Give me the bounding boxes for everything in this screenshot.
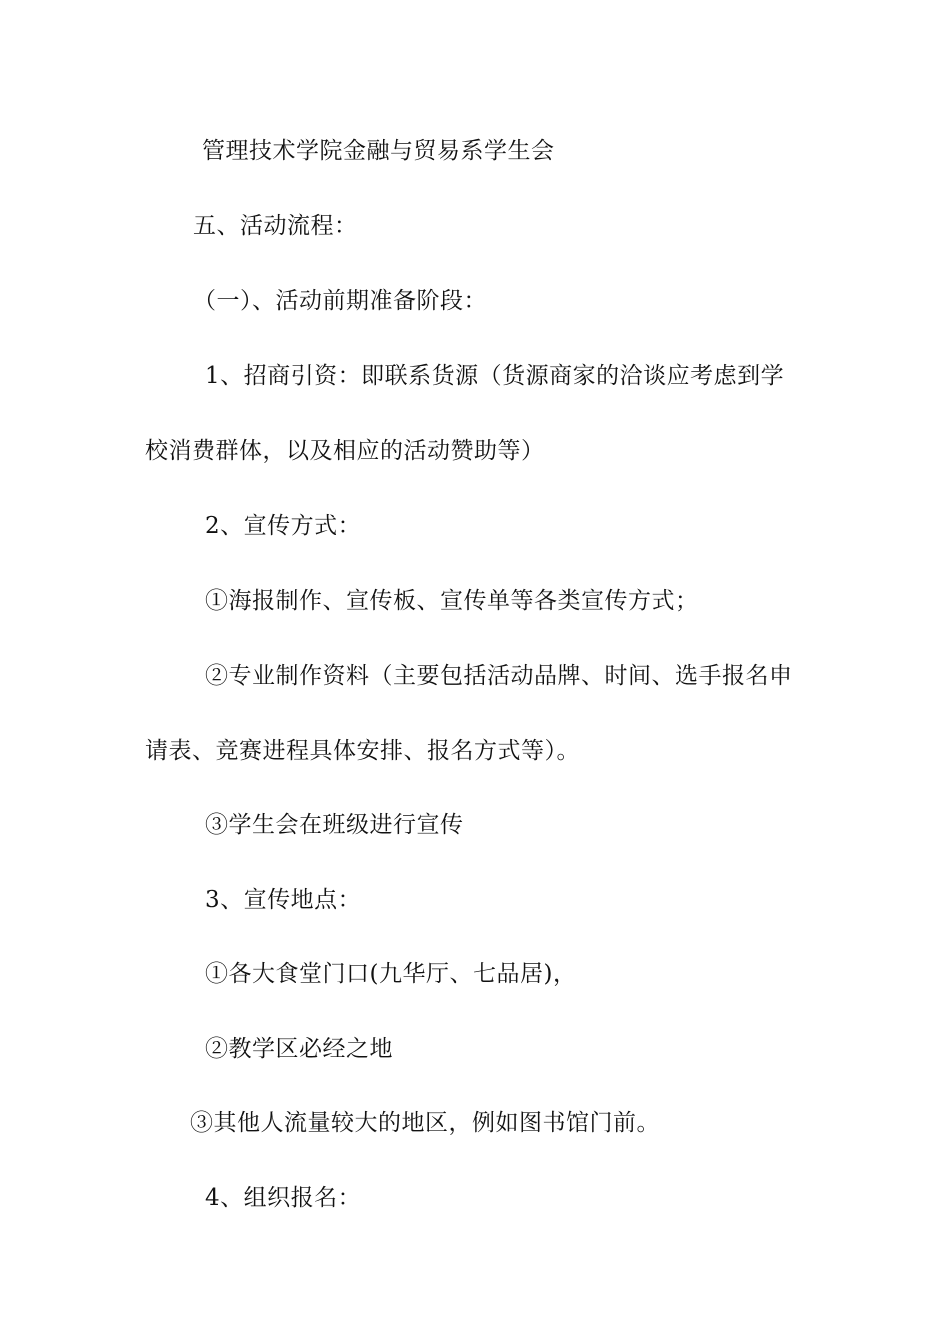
subsection-heading-preparation: （一）、活动前期准备阶段：	[193, 288, 487, 314]
item-2-point-2-line-2: 请表、竞赛进程具体安排、报名方式等）。	[145, 738, 580, 764]
item-2-heading: 2、宣传方式：	[205, 513, 362, 539]
item-3-point-3: ③其他人流量较大的地区，例如图书馆门前。	[190, 1110, 660, 1136]
item-1-line-1: 1、招商引资：即联系货源（货源商家的洽谈应考虑到学	[205, 363, 785, 389]
item-3-point-1: ①各大食堂门口(九华厅、七品居)，	[205, 961, 577, 987]
organization-heading: 管理技术学院金融与贸易系学生会	[202, 138, 555, 164]
item-2-point-1: ①海报制作、宣传板、宣传单等各类宣传方式；	[205, 588, 699, 614]
item-2-point-2-line-1: ②专业制作资料（主要包括活动品牌、时间、选手报名申	[205, 663, 793, 689]
item-2-point-3: ③学生会在班级进行宣传	[205, 812, 464, 838]
item-1-line-2: 校消费群体，以及相应的活动赞助等）	[145, 438, 545, 464]
item-3-heading: 3、宣传地点：	[205, 887, 362, 913]
item-4-heading: 4、组织报名：	[205, 1185, 362, 1211]
item-3-point-2: ②教学区必经之地	[205, 1036, 393, 1062]
section-heading-activity-process: 五、活动流程：	[193, 213, 358, 239]
